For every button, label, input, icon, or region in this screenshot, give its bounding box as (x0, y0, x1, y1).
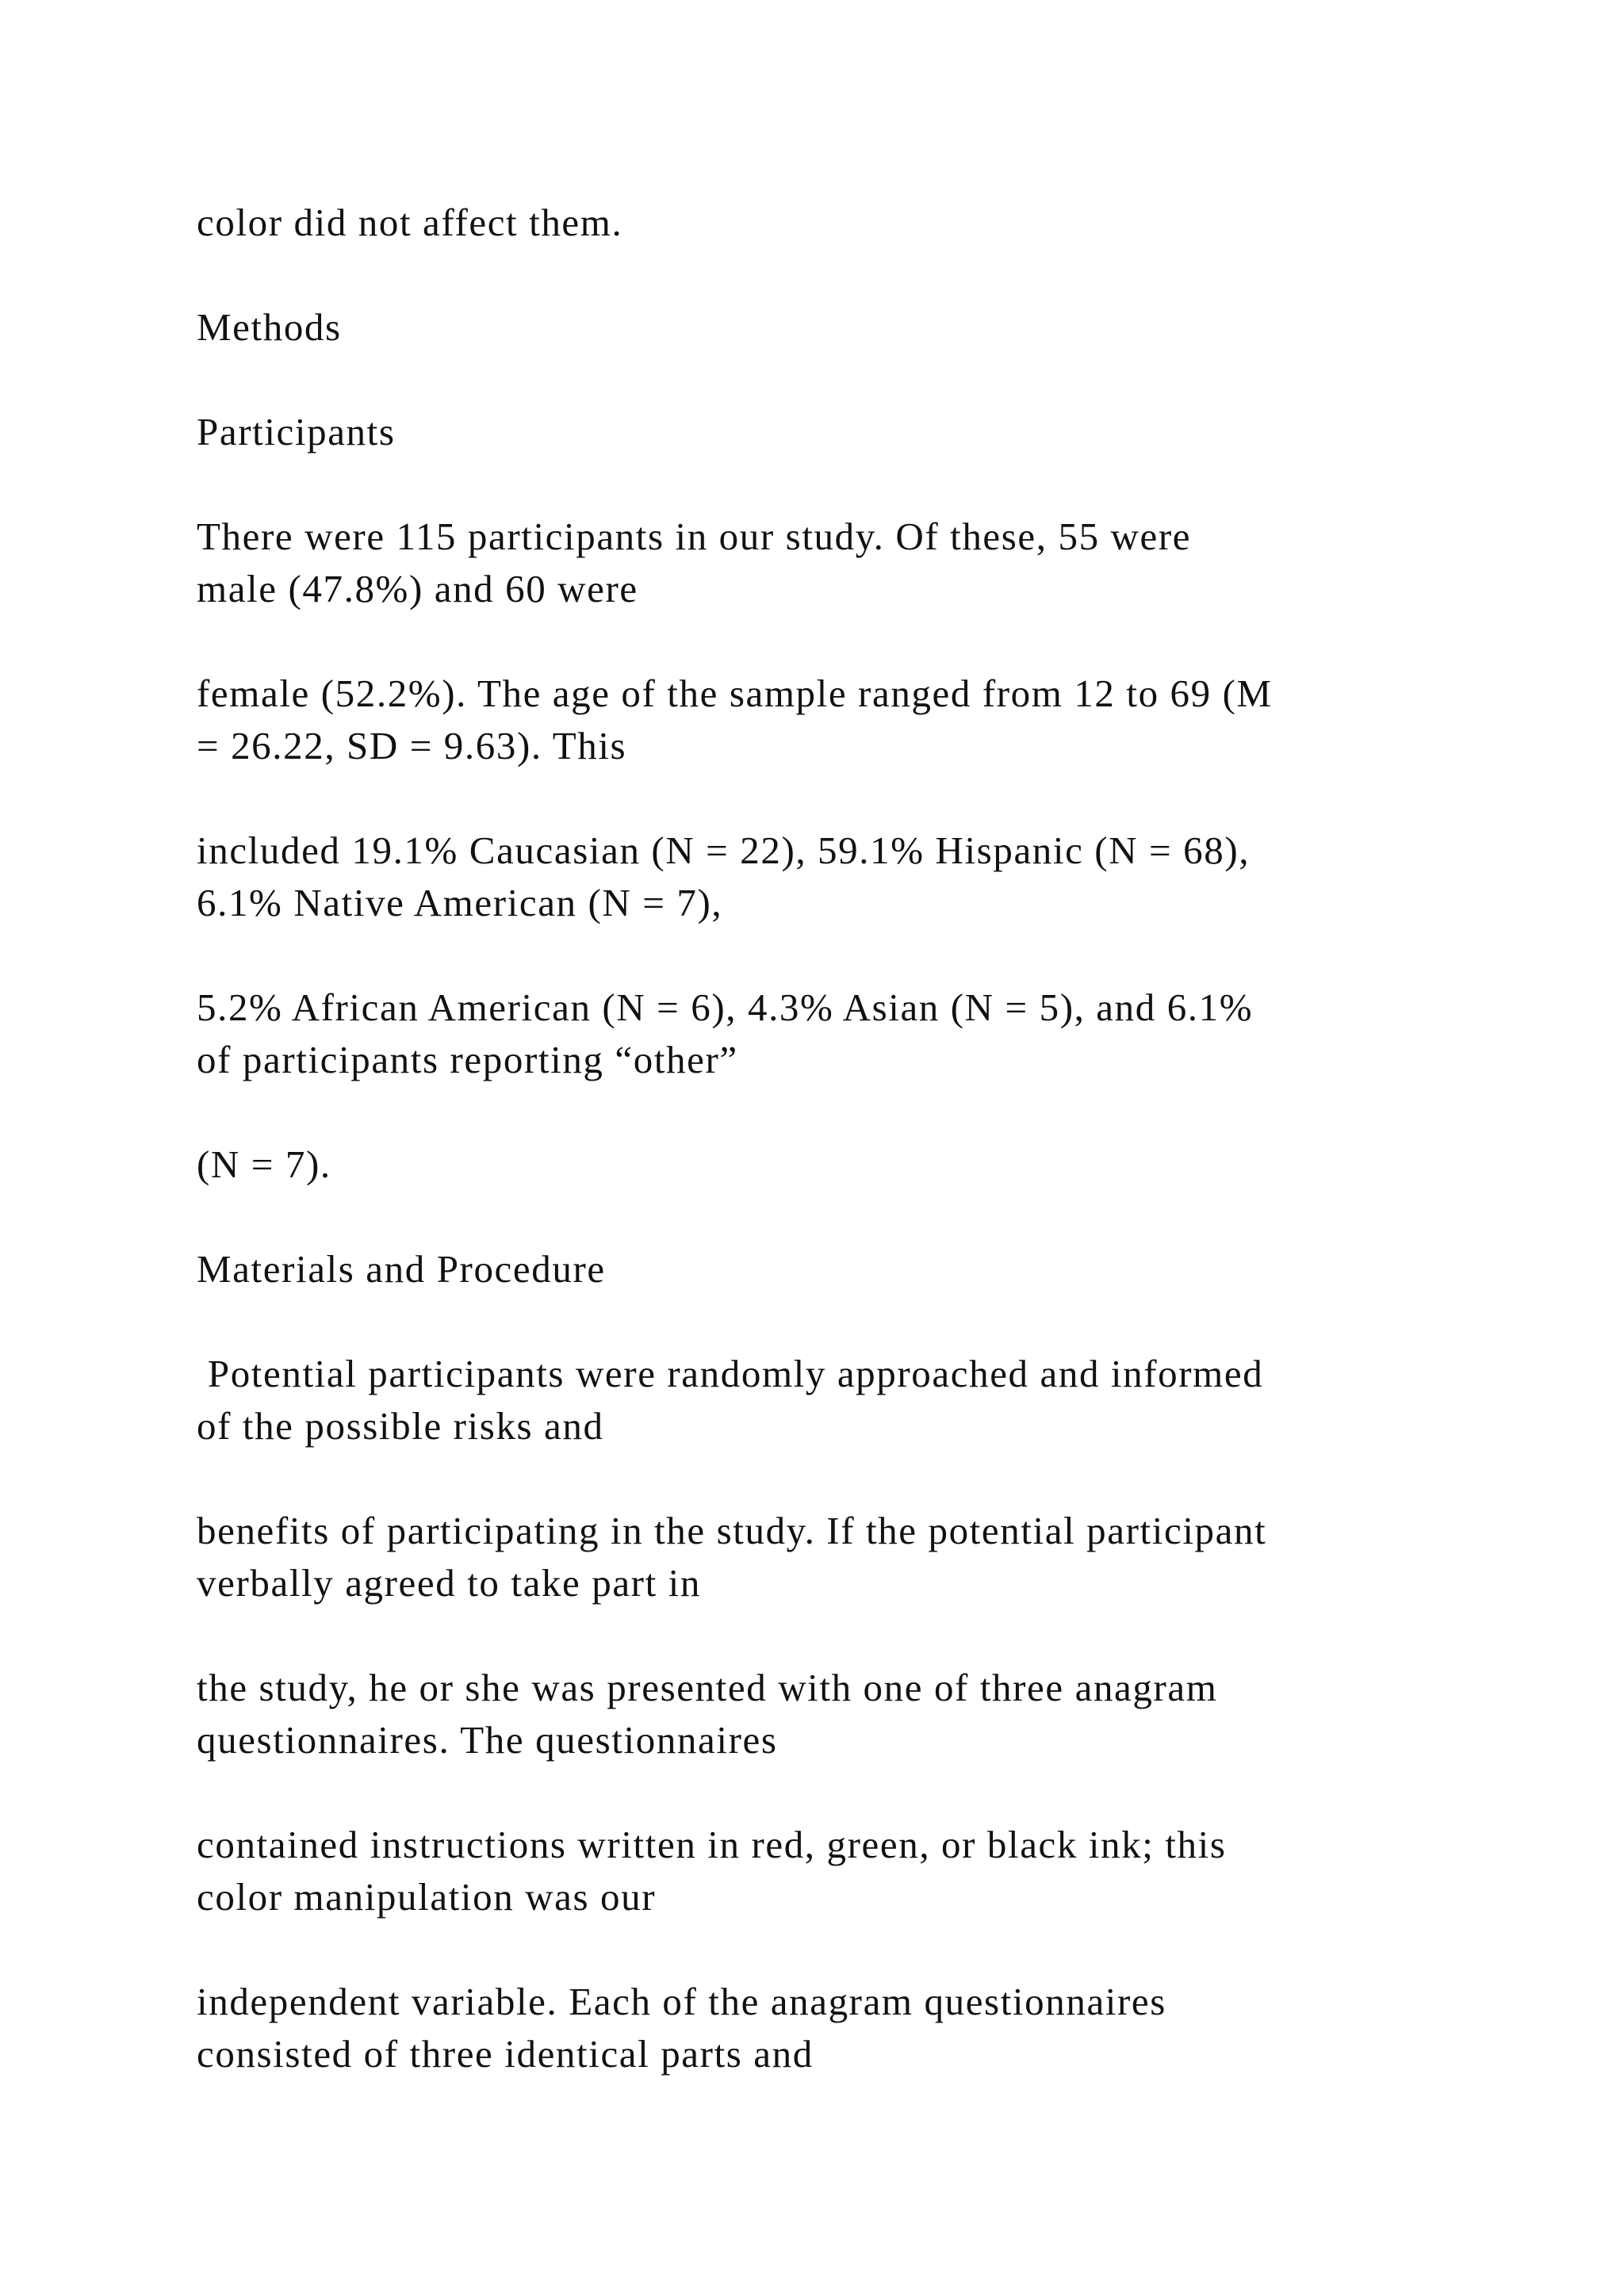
text-line: Potential participants were randomly approached and informed (197, 1352, 1264, 1395)
section-heading-methods: Methods (197, 305, 342, 349)
text-line: female (52.2%). The age of the sample ranged from 12 to 69 (M (197, 672, 1273, 715)
text-line: consisted of three identical parts and (197, 2032, 814, 2076)
text-line: independent variable. Each of the anagram questionnaires (197, 1980, 1166, 2023)
text-line: of the possible risks and (197, 1404, 604, 1448)
text-line: of participants reporting “other” (197, 1038, 738, 1081)
text-line: (N = 7). (197, 1142, 331, 1186)
text-line: the study, he or she was presented with one of three anagram (197, 1666, 1218, 1709)
text-line: questionnaires. The questionnaires (197, 1718, 778, 1762)
text-line: = 26.22, SD = 9.63). This (197, 724, 627, 767)
text-line: included 19.1% Caucasian (N = 22), 59.1% Hispanic (N = 68), (197, 828, 1251, 872)
text-line: 5.2% African American (N = 6), 4.3% Asian (N = 5), and 6.1% (197, 985, 1254, 1029)
text-line: contained instructions written in red, green, or black ink; this (197, 1823, 1227, 1866)
text-line: There were 115 participants in our study. Of these, 55 were (197, 515, 1192, 558)
text-line: male (47.8%) and 60 were (197, 567, 638, 610)
text-line: color manipulation was our (197, 1875, 657, 1919)
text-line: 6.1% Native American (N = 7), (197, 881, 723, 924)
text-line: benefits of participating in the study. If the potential participant (197, 1509, 1267, 1552)
text-line: verbally agreed to take part in (197, 1561, 701, 1605)
text-line: color did not affect them. (197, 201, 623, 244)
subsection-heading-participants: Participants (197, 410, 396, 453)
subsection-heading-materials-procedure: Materials and Procedure (197, 1247, 606, 1291)
